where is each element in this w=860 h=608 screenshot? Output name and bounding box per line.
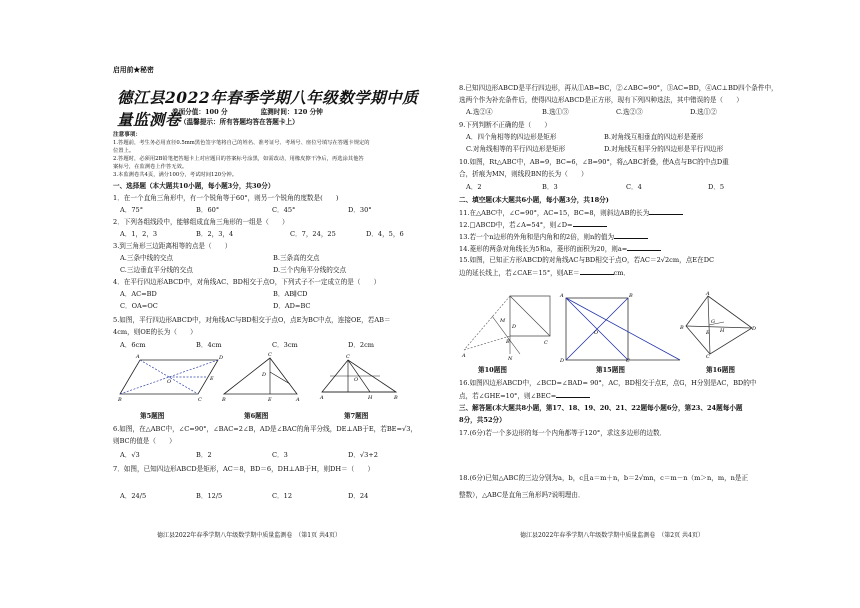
svg-text:C: C [198, 397, 202, 403]
svg-text:D: D [560, 358, 565, 364]
q6-option: C．3 [272, 451, 288, 459]
svg-text:B: B [222, 397, 226, 403]
svg-text:D: D [512, 324, 517, 330]
q10-option: A．2 [466, 183, 482, 191]
q4-option: A．AC=BD [120, 290, 157, 298]
q2-option: A．1，2，3 [120, 230, 158, 238]
figure-6-diagram [222, 352, 302, 402]
figure-15-caption: 第15题图 [596, 366, 625, 374]
svg-text:O: O [167, 379, 172, 385]
question-11-text: 11.在△ABC中，∠C=90°，AC=15，BC=8，则斜边AB的长为 [459, 209, 650, 217]
question-10-cont: 合，折痕为MN，则线段BN的长为（ ） [459, 170, 588, 178]
figure-5-diagram [118, 352, 228, 402]
svg-text:C: C [544, 340, 548, 346]
svg-text:O: O [354, 377, 359, 383]
q7-option: A．24/5 [120, 492, 147, 500]
svg-text:C: C [268, 352, 272, 358]
q9-option: A．四个角相等的四边形是矩形 [466, 133, 557, 141]
svg-text:C: C [626, 358, 630, 364]
q7-option: C．12 [272, 492, 293, 500]
figure-5-caption: 第5题图 [140, 412, 165, 420]
question-4: 4．在平行四边形ABCD中，对角线AC、BD相交于点O，下列式子不一定成立的是（ ） [113, 278, 381, 286]
question-13-text: 13.若一个n边形的外角和是内角和的2倍，则n的值为 [459, 233, 615, 241]
figure-7-caption: 第7题图 [344, 412, 369, 420]
question-16: 16.如图四边形ABCD中，∠BCD=∠BAD= 90°，AC，BD相交于点E，点G，H分别是AC，BD的中 [459, 379, 757, 387]
q7-option: B．12/5 [196, 492, 223, 500]
q8-option: B.选①③ [542, 108, 569, 116]
svg-text:B: B [629, 293, 633, 299]
q1-option: D．30° [348, 206, 372, 214]
answer-blank [556, 391, 590, 398]
figure-16-caption: 第16题图 [706, 366, 735, 374]
question-13 [459, 232, 648, 241]
right-page [430, 0, 860, 608]
svg-text:A: A [296, 397, 300, 403]
question-14-text: 14.菱形的两条对角线长为5和a，菱形的面积为20，则a= [459, 245, 628, 253]
question-6: 6.如图，在△ABC中，∠C=90°，∠BAC=2∠B，AD是∠BAC的角平分线，DE⊥AB于E，若BE=√3， [113, 425, 417, 433]
svg-text:O: O [594, 330, 599, 336]
question-16-cont [459, 391, 590, 400]
svg-text:A: A [560, 293, 564, 299]
question-5: 5.如图，平行四边形ABCD中，对角线AC与BD相交于点O，点E为BC中点，连接OE，若AB＝ [113, 316, 391, 324]
q1-option: A．75° [120, 206, 144, 214]
note-line: 案标号，在监测卷上作答无效。 [113, 164, 188, 170]
svg-text:E: E [268, 397, 272, 403]
svg-text:A: A [462, 353, 466, 359]
svg-text:B: B [394, 395, 398, 401]
question-18-cont: 整数），△ABC是直角三角形吗?说明理由． [459, 491, 585, 499]
q10-option: D．5 [708, 183, 725, 191]
q5-option: A．6cm [120, 341, 146, 349]
secret-label: 启用前★秘密 [113, 66, 154, 74]
question-10: 10.如图，Rt△ABC中，AB=9，BC=6，∠B=90°，将△ABC折叠，使A点与BC的中点D重 [459, 158, 729, 166]
figure-16-diagram [680, 292, 756, 358]
question-11 [459, 208, 683, 217]
svg-text:A: A [320, 395, 324, 401]
question-15-unit: cm． [613, 269, 631, 277]
q5-option: C．3cm [272, 341, 298, 349]
svg-text:D: D [752, 326, 757, 332]
exam-meta: 卷面分值：100 分 监测时间：120 分钟 [172, 108, 323, 116]
section2-heading: 二、填空题(本大题共6小题，每小题3分，共18分) [459, 196, 609, 204]
question-7: 7．如图，已知四边形ABCD是矩形，AC＝8，BD＝6，DH⊥AB于H，则DH＝（ ） [113, 465, 375, 473]
q7-option: D．24 [348, 492, 369, 500]
q5-option: D．2cm [348, 341, 375, 349]
page-footer: 德江县2022年春季学期八年级数学期中质量监测卷 （第1页 共4页） [157, 532, 341, 539]
question-12-text: 12.□ABCD中，若∠A=54°，则∠D= [459, 221, 573, 229]
question-2: 2．下列各组线段中，能够组成直角三角形的一组是（ ） [113, 218, 289, 226]
q8-option: D.选①② [690, 108, 717, 116]
q4-option: D．AD=BC [273, 302, 311, 310]
q2-option: C．7，24，25 [290, 230, 336, 238]
question-15-cont [459, 268, 630, 277]
note-line: 1.答题前，考生务必用直径0.5mm黑色签字笔将自己的姓名、准考证号、考场号、座位号填写在答题卡规定的 [113, 140, 370, 146]
question-9: 9.下列判断不正确的是（ ） [459, 121, 552, 129]
q1-option: C．45° [272, 206, 296, 214]
section3-heading-cont: 8分，共52分） [459, 416, 506, 424]
q5-option: B．4cm [196, 341, 222, 349]
q6-option: D．√3+2 [348, 451, 378, 459]
note-line: 3.本监测卷共4页，满分100分，考试时间120分钟。 [113, 172, 237, 178]
note-line: 位置上。 [113, 148, 135, 154]
q6-option: B．2 [196, 451, 212, 459]
answer-blank [580, 268, 614, 275]
svg-text:A: A [706, 291, 710, 297]
q6-option: A．√3 [120, 451, 140, 459]
svg-text:B: B [680, 325, 684, 331]
note-line: 2.答题时，必须用2B铅笔把答题卡上对应题目的答案标号涂黑，如需改动，用橡皮擦干净后，再选涂其他答 [113, 156, 364, 162]
question-14 [459, 244, 661, 253]
question-17: 17.(6分)若一个多边形的每一个内角都等于120°，求这多边形的边数． [459, 429, 667, 437]
q4-option: B．AB∥CD [273, 290, 308, 298]
exam-title: 德江县2022年春季学期八年级数学期中质量监测卷 [117, 88, 419, 129]
notes-title: 注意事项： [113, 132, 141, 138]
question-8: 8.已知四边形ABCD是平行四边形，再从①AB=BC，②∠ABC=90°，③AC=BD，④AC⊥BD四个条件中， [459, 84, 778, 92]
svg-text:C: C [346, 354, 350, 360]
q3-option: D.三个内角平分线的交点 [273, 266, 347, 274]
question-15-text: 边的延长线上，若∠CAE＝15°，则AE＝ [459, 269, 580, 277]
section3-heading: 三、解答题(本大题共8小题，第17、18、19、20、21、22题每小题6分，第23、24题每小题 [459, 404, 743, 412]
svg-text:A: A [136, 354, 140, 360]
svg-text:D: D [219, 355, 224, 361]
q2-option: D．4，5，6 [366, 230, 404, 238]
q3-option: A.三条中线的交点 [120, 254, 174, 262]
answer-blank [614, 232, 648, 239]
section1-heading: 一、选择题（本大题共10小题，每小题3分，共30分） [113, 182, 275, 190]
question-18: 18.(6分)已知△ABC的三边分别为a，b，c且a＝m＋n，b＝2√mn，c＝m－n（m＞n，m，n是正 [459, 474, 749, 482]
svg-text:G: G [711, 319, 715, 325]
q8-option: A.选②④ [466, 108, 493, 116]
question-1: 1．在一个直角三角形中，有一个锐角等于60°，则另一个锐角的度数是( ) [113, 194, 339, 202]
q3-option: B.三条高的交点 [273, 254, 320, 262]
q8-option: C.选②③ [616, 108, 643, 116]
svg-text:E: E [210, 376, 214, 382]
figure-6-caption: 第6题图 [244, 412, 269, 420]
svg-text:N: N [508, 356, 513, 362]
answer-blank [573, 220, 607, 227]
figure-15-diagram [558, 292, 686, 362]
svg-text:E: E [706, 330, 710, 336]
svg-text:B: B [506, 339, 510, 345]
question-5-cont: 4cm，则OE的长为（ ） [113, 328, 197, 336]
figure-7-diagram [320, 352, 400, 402]
svg-text:D: D [262, 372, 267, 378]
q3-option: C.三边垂直平分线的交点 [120, 266, 193, 274]
q4-option: C．OA=OC [120, 302, 158, 310]
question-16-text: 点，若∠GHE=10°，则∠BEC= [459, 392, 557, 400]
figure-10-caption: 第10题图 [478, 366, 507, 374]
answer-blank [627, 244, 661, 251]
svg-text:H: H [720, 328, 725, 334]
exam-tip: （温馨提示：所有答题均答在答题卡上） [180, 118, 299, 126]
answer-blank [649, 208, 683, 215]
svg-text:H: H [368, 395, 373, 401]
q2-option: B．2，3，4 [196, 230, 234, 238]
figure-10-diagram [462, 292, 557, 360]
page-footer: 德江县2022年春季学期八年级数学期中质量监测卷 （第2页 共4页） [520, 532, 704, 539]
question-3: 3.到三角形三边距离相等的点是（ ） [113, 242, 232, 250]
q10-option: B．3 [542, 183, 558, 191]
question-15: 15.如图，已知正方形ABCD的对角线AC与BD相交于点O，若AC＝2√2cm，点E在DC [459, 256, 715, 264]
q1-option: B．60° [196, 206, 220, 214]
q9-option: B.对角线互相垂直的四边形是菱形 [604, 133, 704, 141]
question-8-cont: 选两个作为补充条件后，使得四边形ABCD是正方形，现有下列四种选法，其中错误的是（ ） [459, 96, 743, 104]
q9-option: C.对角线相等的平行四边形是矩形 [466, 145, 566, 153]
svg-text:M: M [500, 318, 506, 324]
question-12 [459, 220, 607, 229]
svg-text:C: C [706, 354, 710, 360]
question-6-cont: 则BC的值是（ ） [113, 437, 176, 445]
svg-text:B: B [118, 397, 122, 403]
q9-option: D.对角线互相平分的四边形是平行四边形 [604, 145, 724, 153]
q10-option: C．4 [626, 183, 642, 191]
